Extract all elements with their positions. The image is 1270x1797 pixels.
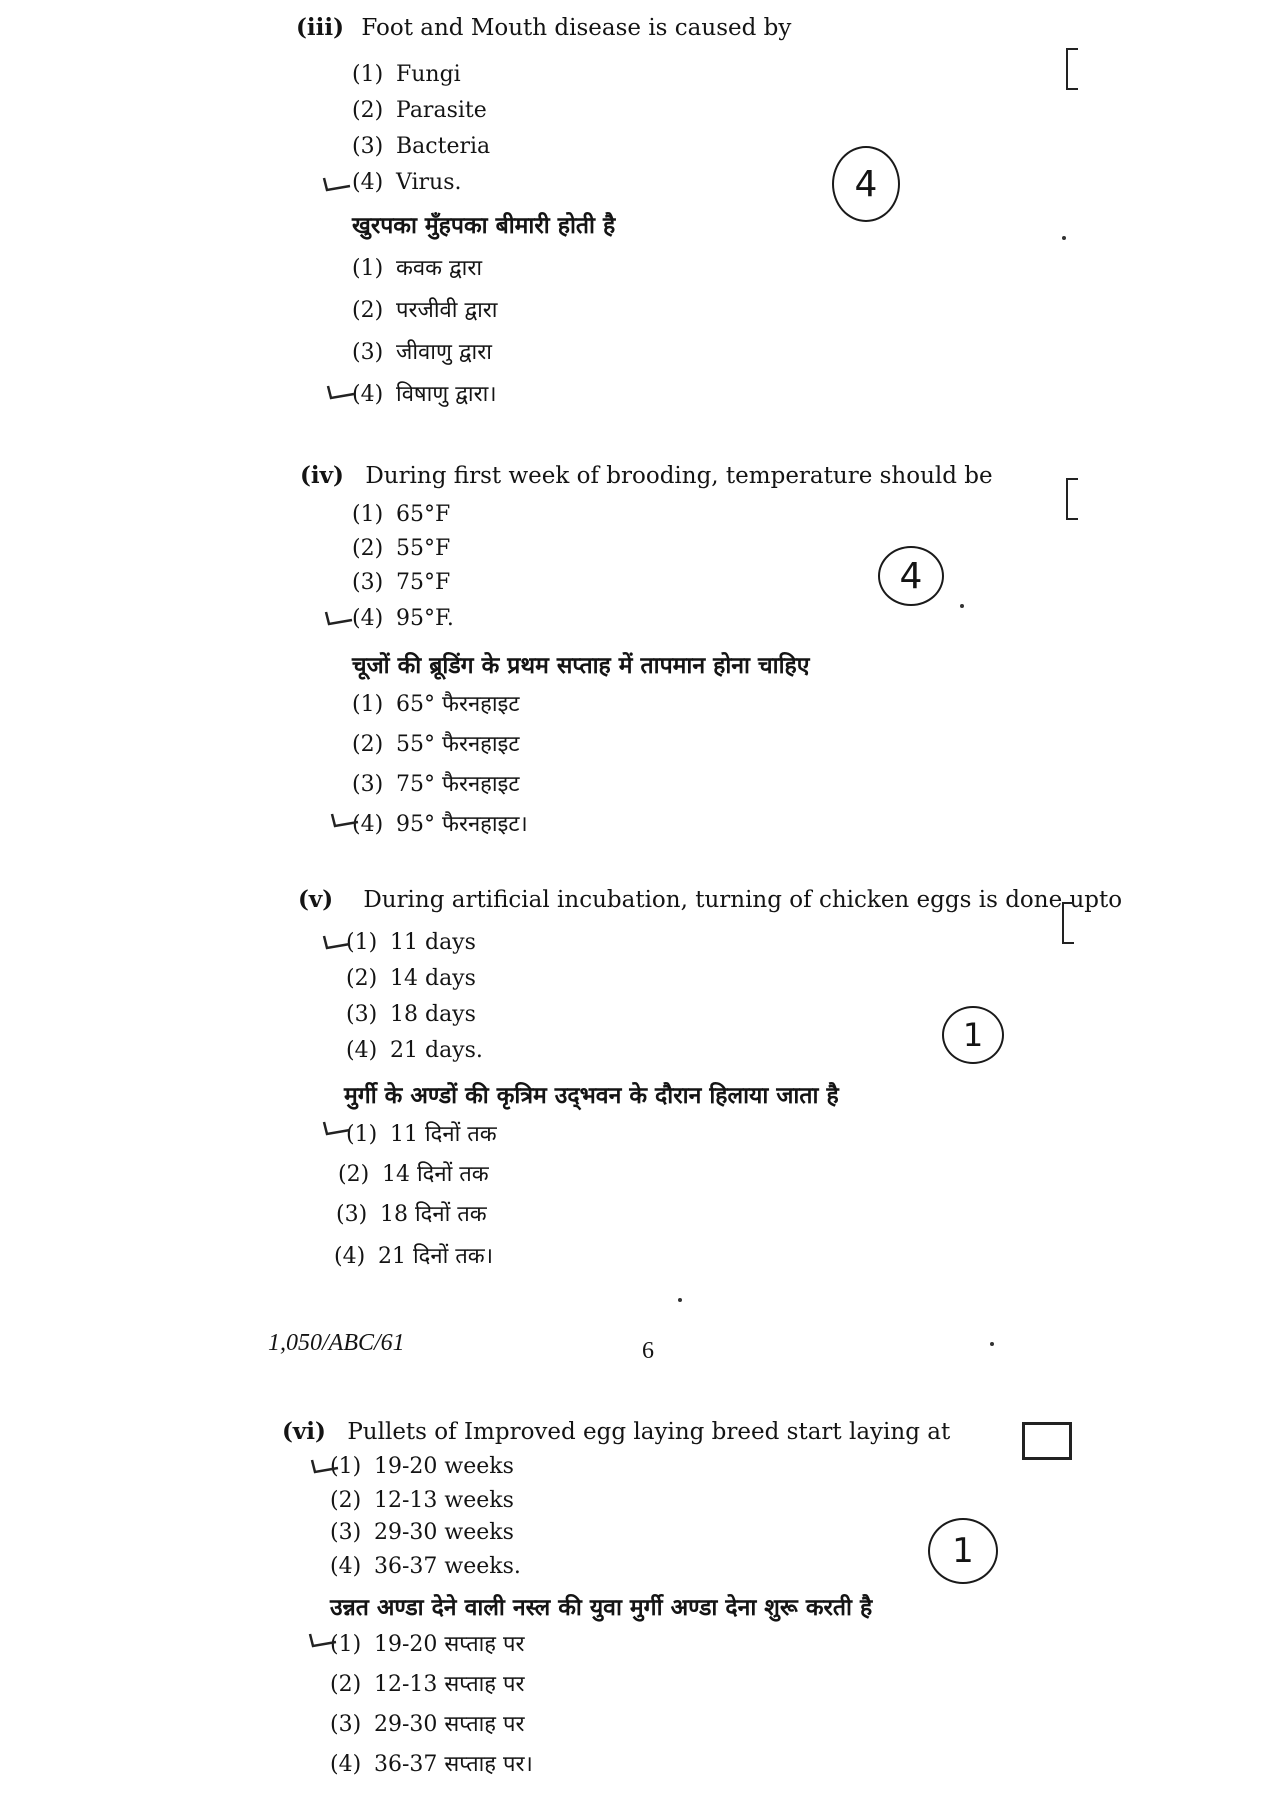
tick-mark-icon [322, 1120, 352, 1136]
option-3: (3) 75°F [352, 570, 451, 595]
hindi-option-3: (3) जीवाणु द्वारा [352, 340, 492, 365]
question-number: (iv) [300, 462, 344, 489]
hindi-question-text: चूजों की ब्रूडिंग के प्रथम सप्ताह में तापमान होना चाहिए [352, 652, 810, 679]
scan-speck [990, 1342, 994, 1346]
hindi-option-1: (1) 19-20 सप्ताह पर [330, 1632, 525, 1657]
option-3: (3) 18 days [346, 1002, 476, 1027]
hindi-option-4: (4) विषाणु द्वारा। [352, 382, 497, 407]
hindi-option-2: (2) 55° फैरनहाइट [352, 732, 520, 757]
option-4: (4) 95°F. [352, 606, 454, 631]
question-text: During artificial incubation, turning of chicken eggs is done upto [363, 887, 1123, 913]
paper-code: 1,050/ABC/61 [268, 1330, 405, 1356]
tick-mark-icon [326, 384, 356, 400]
answer-box [1022, 1422, 1072, 1460]
hindi-option-4: (4) 36-37 सप्ताह पर। [330, 1752, 533, 1777]
hindi-option-4: (4) 21 दिनों तक। [334, 1244, 494, 1269]
option-1: (1) 19-20 weeks [330, 1454, 514, 1479]
hindi-option-3: (3) 29-30 सप्ताह पर [330, 1712, 525, 1737]
hindi-question-text: उन्नत अण्डा देने वाली नस्ल की युवा मुर्गी अण्डा देना शुरू करती है [330, 1594, 873, 1621]
scan-speck [1062, 236, 1066, 240]
option-2: (2) 12-13 weeks [330, 1488, 514, 1513]
hindi-option-2: (2) 14 दिनों तक [338, 1162, 489, 1187]
question-iii [296, 14, 791, 41]
option-1: (1) 11 days [346, 930, 476, 955]
option-1: (1) Fungi [352, 62, 461, 87]
option-3: (3) 29-30 weeks [330, 1520, 514, 1545]
answer-circle: 1 [928, 1518, 998, 1584]
question-text: Pullets of Improved egg laying breed start laying at [347, 1419, 951, 1445]
scan-speck [678, 1298, 682, 1302]
question-text: During first week of brooding, temperature should be [365, 463, 993, 489]
option-2: (2) 55°F [352, 536, 451, 561]
option-1: (1) 65°F [352, 502, 451, 527]
tick-mark-icon [310, 1458, 340, 1474]
tick-mark-icon [322, 934, 352, 950]
hindi-option-2: (2) परजीवी द्वारा [352, 298, 498, 323]
hindi-question-text: मुर्गी के अण्डों की कृत्रिम उद्‌भवन के दौरान हिलाया जाता है [344, 1082, 839, 1109]
question-number: (iii) [296, 14, 344, 41]
question-v [298, 886, 1122, 913]
hindi-option-3: (3) 18 दिनों तक [336, 1202, 487, 1227]
hindi-option-1: (1) 11 दिनों तक [346, 1122, 497, 1147]
tick-mark-icon [330, 812, 360, 828]
hindi-option-1: (1) 65° फैरनहाइट [352, 692, 520, 717]
question-text: Foot and Mouth disease is caused by [361, 15, 792, 41]
answer-bracket [1066, 478, 1078, 520]
answer-bracket [1066, 48, 1078, 90]
hindi-option-3: (3) 75° फैरनहाइट [352, 772, 520, 797]
page-number: 6 [642, 1338, 654, 1364]
option-2: (2) Parasite [352, 98, 487, 123]
answer-bracket [1062, 902, 1074, 944]
question-number: (v) [298, 886, 334, 913]
option-4: (4) 21 days. [346, 1038, 483, 1063]
hindi-question-text: खुरपका मुँहपका बीमारी होती है [352, 212, 616, 239]
option-2: (2) 14 days [346, 966, 476, 991]
hindi-option-4: (4) 95° फैरनहाइट। [352, 812, 528, 837]
tick-mark-icon [324, 610, 354, 626]
hindi-option-2: (2) 12-13 सप्ताह पर [330, 1672, 525, 1697]
question-number: (vi) [282, 1418, 326, 1445]
scan-speck [960, 604, 964, 608]
question-iv [300, 462, 993, 489]
tick-mark-icon [308, 1632, 338, 1648]
option-4: (4) 36-37 weeks. [330, 1554, 521, 1579]
answer-circle: 4 [878, 546, 944, 606]
hindi-option-1: (1) कवक द्वारा [352, 256, 483, 281]
option-3: (3) Bacteria [352, 134, 491, 159]
answer-circle: 4 [832, 146, 900, 222]
question-vi [282, 1418, 950, 1445]
tick-mark-icon [322, 176, 352, 192]
option-4: (4) Virus. [352, 170, 462, 195]
answer-circle: 1 [942, 1006, 1004, 1064]
